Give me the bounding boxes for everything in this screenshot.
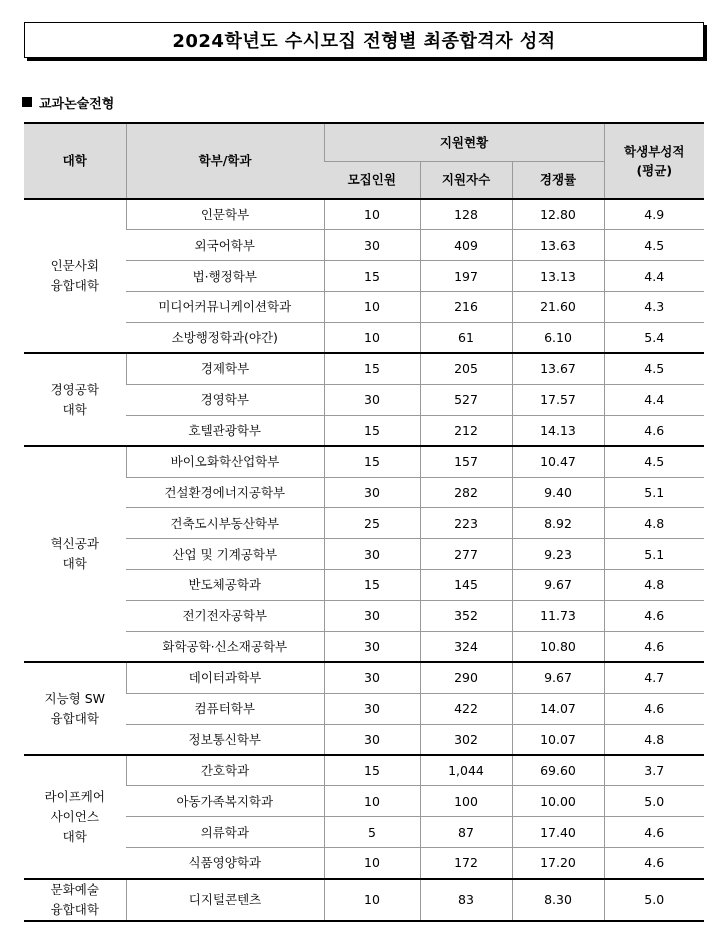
grade-cell: 4.3 (604, 292, 704, 323)
header-grade-line2: (평균) (636, 163, 673, 178)
department-cell: 반도체공학과 (126, 570, 324, 601)
table-row (24, 662, 704, 693)
header-college: 대학 (24, 123, 126, 199)
competition-cell: 8.30 (512, 879, 604, 921)
applicants-cell: 216 (420, 292, 512, 323)
competition-cell: 9.23 (512, 539, 604, 570)
header-competition: 경쟁률 (512, 161, 604, 199)
competition-cell: 21.60 (512, 292, 604, 323)
grade-cell: 4.6 (604, 848, 704, 879)
grade-cell: 5.1 (604, 539, 704, 570)
quota-cell: 30 (324, 601, 420, 632)
grade-cell: 4.6 (604, 415, 704, 446)
applicants-cell: 324 (420, 631, 512, 662)
competition-cell: 10.80 (512, 631, 604, 662)
table-header (24, 123, 704, 199)
competition-cell: 10.47 (512, 446, 604, 477)
competition-cell: 12.80 (512, 199, 604, 230)
college-name: 혁신공과 대학 (50, 536, 99, 572)
square-bullet-icon (22, 97, 32, 107)
table-row (24, 384, 704, 415)
college-cell (24, 199, 126, 353)
department-cell: 의류학과 (126, 817, 324, 848)
department-cell: 데이터과학부 (126, 662, 324, 693)
grade-cell: 4.6 (604, 601, 704, 632)
grade-cell: 4.5 (604, 353, 704, 384)
department-cell: 화학공학·신소재공학부 (126, 631, 324, 662)
grade-cell: 5.1 (604, 477, 704, 508)
applicants-cell: 172 (420, 848, 512, 879)
department-cell: 컴퓨터학부 (126, 693, 324, 724)
department-cell: 전기전자공학부 (126, 601, 324, 632)
competition-cell: 9.67 (512, 570, 604, 601)
department-cell: 디지털콘텐츠 (126, 879, 324, 921)
college-cell (24, 446, 126, 662)
competition-cell: 6.10 (512, 323, 604, 354)
table-row (24, 477, 704, 508)
applicants-cell: 128 (420, 199, 512, 230)
grade-cell: 5.0 (604, 879, 704, 921)
quota-cell: 30 (324, 477, 420, 508)
department-cell: 소방행정학과(야간) (126, 323, 324, 354)
quota-cell: 30 (324, 662, 420, 693)
section-heading (22, 92, 114, 112)
grade-cell: 4.8 (604, 724, 704, 755)
applicants-cell: 205 (420, 353, 512, 384)
table-row (24, 353, 704, 384)
applicants-cell: 290 (420, 662, 512, 693)
quota-cell: 10 (324, 199, 420, 230)
quota-cell: 30 (324, 693, 420, 724)
department-cell: 바이오화학산업학부 (126, 446, 324, 477)
applicants-cell: 302 (420, 724, 512, 755)
college-cell (24, 755, 126, 879)
table-row (24, 601, 704, 632)
department-cell: 정보통신학부 (126, 724, 324, 755)
table-row (24, 508, 704, 539)
competition-cell: 9.67 (512, 662, 604, 693)
department-cell: 경영학부 (126, 384, 324, 415)
department-cell: 아동가족복지학과 (126, 786, 324, 817)
table-row (24, 631, 704, 662)
applicants-cell: 422 (420, 693, 512, 724)
applicants-cell: 277 (420, 539, 512, 570)
quota-cell: 10 (324, 786, 420, 817)
applicants-cell: 282 (420, 477, 512, 508)
applicants-cell: 61 (420, 323, 512, 354)
applicants-cell: 83 (420, 879, 512, 921)
department-cell: 건축도시부동산학부 (126, 508, 324, 539)
quota-cell: 30 (324, 631, 420, 662)
competition-cell: 11.73 (512, 601, 604, 632)
quota-cell: 30 (324, 539, 420, 570)
grade-cell: 4.6 (604, 693, 704, 724)
quota-cell: 10 (324, 323, 420, 354)
table-row (24, 230, 704, 261)
table-row (24, 292, 704, 323)
applicants-cell: 352 (420, 601, 512, 632)
college-cell (24, 662, 126, 755)
header-applicants: 지원자수 (420, 161, 512, 199)
college-cell (24, 879, 126, 921)
college-cell (24, 353, 126, 446)
grade-cell: 4.5 (604, 230, 704, 261)
table-row (24, 786, 704, 817)
grade-cell: 4.9 (604, 199, 704, 230)
results-table (24, 122, 704, 922)
applicants-cell: 87 (420, 817, 512, 848)
department-cell: 법·행정학부 (126, 261, 324, 292)
quota-cell: 25 (324, 508, 420, 539)
college-name: 문화예술 융합대학 (50, 881, 99, 917)
competition-cell: 17.20 (512, 848, 604, 879)
college-name: 경영공학 대학 (50, 381, 99, 417)
grade-cell: 4.7 (604, 662, 704, 693)
table-row (24, 261, 704, 292)
department-cell: 인문학부 (126, 199, 324, 230)
quota-cell: 15 (324, 446, 420, 477)
competition-cell: 10.07 (512, 724, 604, 755)
applicants-cell: 527 (420, 384, 512, 415)
competition-cell: 14.07 (512, 693, 604, 724)
section-heading-text: 교과논술전형 (39, 96, 115, 112)
competition-cell: 17.57 (512, 384, 604, 415)
competition-cell: 13.13 (512, 261, 604, 292)
header-application-status: 지원현황 (324, 123, 604, 161)
college-name: 인문사회 융합대학 (50, 258, 99, 294)
applicants-cell: 157 (420, 446, 512, 477)
quota-cell: 15 (324, 415, 420, 446)
quota-cell: 15 (324, 755, 420, 786)
department-cell: 식품영양학과 (126, 848, 324, 879)
table-row (24, 879, 704, 921)
competition-cell: 13.67 (512, 353, 604, 384)
applicants-cell: 212 (420, 415, 512, 446)
quota-cell: 10 (324, 848, 420, 879)
competition-cell: 9.40 (512, 477, 604, 508)
competition-cell: 69.60 (512, 755, 604, 786)
department-cell: 외국어학부 (126, 230, 324, 261)
quota-cell: 5 (324, 817, 420, 848)
grade-cell: 4.6 (604, 817, 704, 848)
grade-cell: 4.8 (604, 570, 704, 601)
quota-cell: 10 (324, 292, 420, 323)
quota-cell: 15 (324, 570, 420, 601)
page-title-text: 2024학년도 수시모집 전형별 최종합격자 성적 (172, 31, 556, 52)
quota-cell: 30 (324, 384, 420, 415)
table-body (24, 199, 704, 921)
applicants-cell: 409 (420, 230, 512, 261)
grade-cell: 5.0 (604, 786, 704, 817)
table-row (24, 323, 704, 354)
table-row (24, 724, 704, 755)
table-row (24, 693, 704, 724)
header-quota: 모집인원 (324, 161, 420, 199)
competition-cell: 10.00 (512, 786, 604, 817)
competition-cell: 8.92 (512, 508, 604, 539)
applicants-cell: 223 (420, 508, 512, 539)
department-cell: 경제학부 (126, 353, 324, 384)
grade-cell: 4.6 (604, 631, 704, 662)
department-cell: 호텔관광학부 (126, 415, 324, 446)
grade-cell: 4.4 (604, 261, 704, 292)
table-row (24, 848, 704, 879)
college-name: 라이프케어 사이언스 대학 (44, 788, 105, 844)
department-cell: 건설환경에너지공학부 (126, 477, 324, 508)
table-row (24, 415, 704, 446)
department-cell: 미디어커뮤니케이션학과 (126, 292, 324, 323)
grade-cell: 4.5 (604, 446, 704, 477)
applicants-cell: 145 (420, 570, 512, 601)
header-grade-line1: 학생부성적 (624, 143, 685, 159)
table-row (24, 539, 704, 570)
college-name: 지능형 SW 융합대학 (44, 690, 105, 726)
table-row (24, 199, 704, 230)
header-grade (604, 123, 704, 199)
grade-cell: 4.8 (604, 508, 704, 539)
quota-cell: 30 (324, 230, 420, 261)
applicants-cell: 1,044 (420, 755, 512, 786)
grade-cell: 5.4 (604, 323, 704, 354)
quota-cell: 15 (324, 261, 420, 292)
quota-cell: 10 (324, 879, 420, 921)
table-row (24, 446, 704, 477)
competition-cell: 17.40 (512, 817, 604, 848)
department-cell: 산업 및 기계공학부 (126, 539, 324, 570)
page-title (24, 22, 704, 58)
department-cell: 간호학과 (126, 755, 324, 786)
table-row (24, 817, 704, 848)
header-department: 학부/학과 (126, 123, 324, 199)
grade-cell: 4.4 (604, 384, 704, 415)
applicants-cell: 197 (420, 261, 512, 292)
table-row (24, 755, 704, 786)
competition-cell: 14.13 (512, 415, 604, 446)
table-row (24, 570, 704, 601)
competition-cell: 13.63 (512, 230, 604, 261)
quota-cell: 30 (324, 724, 420, 755)
grade-cell: 3.7 (604, 755, 704, 786)
header-row (24, 123, 704, 161)
quota-cell: 15 (324, 353, 420, 384)
applicants-cell: 100 (420, 786, 512, 817)
